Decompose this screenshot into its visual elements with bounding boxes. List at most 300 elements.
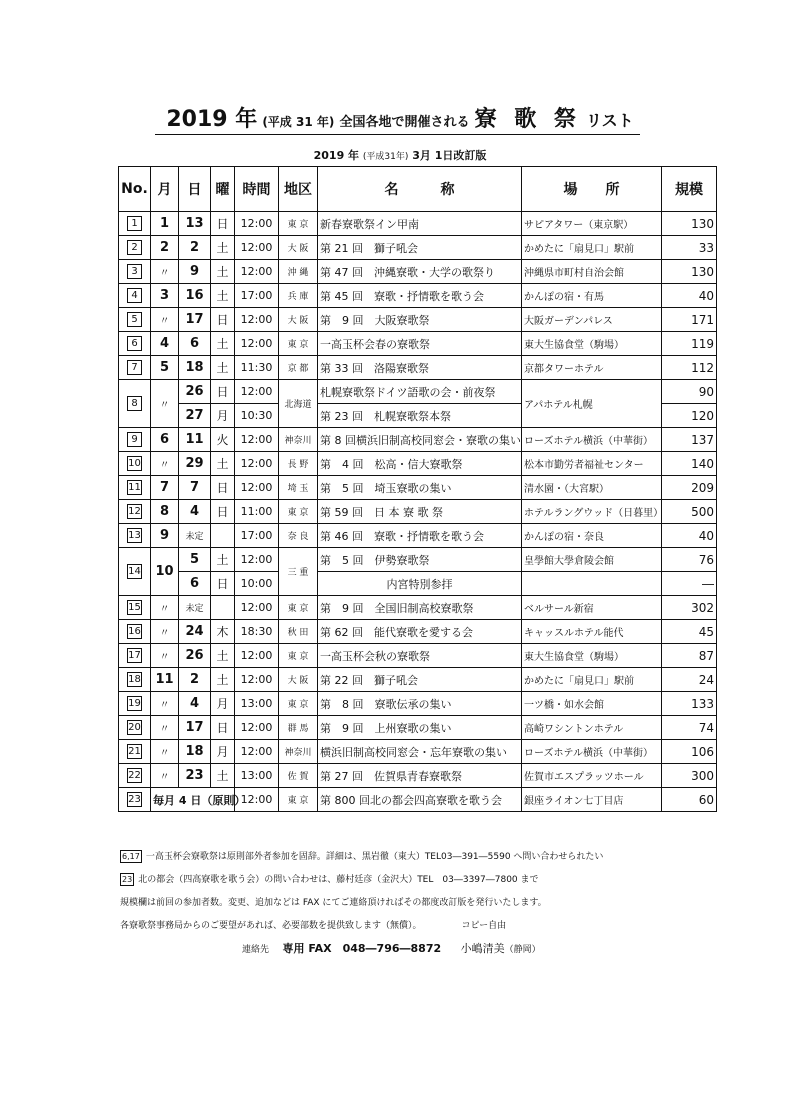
cell-no xyxy=(119,380,151,428)
row-number: 10 xyxy=(128,458,141,469)
cell-month: 11 xyxy=(151,668,179,692)
cell-name: 第 45 回 寮歌・抒情歌を歌う会 xyxy=(318,284,522,308)
cell-venue: 東大生協食堂（駒場） xyxy=(522,644,662,668)
cell-no xyxy=(119,284,151,308)
cell-no xyxy=(119,212,151,236)
note-1-text: 一高玉杯会寮歌祭は原則部外者参加を固辞。詳細は、黒岩徹（東大）TEL03―391―5590 へ問い合わせられたい xyxy=(145,852,604,862)
cell-day: 17 xyxy=(179,716,211,740)
cell-month: 〃 xyxy=(151,260,179,284)
row-number: 12 xyxy=(128,506,141,517)
header-venue: 場 所 xyxy=(522,167,662,212)
table-row xyxy=(119,284,717,308)
contact-label: 連絡先 xyxy=(242,945,270,955)
cell-no xyxy=(119,740,151,764)
table-row xyxy=(119,428,717,452)
row-number: 1 xyxy=(127,216,142,231)
cell-scale: 137 xyxy=(662,428,717,452)
table-row xyxy=(119,644,717,668)
cell-name: 第 5 回 伊勢寮歌祭 xyxy=(318,548,522,572)
cell-area: 東 京 xyxy=(279,788,318,812)
cell-scale: ― xyxy=(662,572,717,596)
cell-time: 12:00 xyxy=(235,260,279,284)
row-number: 8 xyxy=(127,396,142,411)
cell-time: 12:00 xyxy=(235,212,279,236)
cell-month: 4 xyxy=(151,332,179,356)
cell-scale: 130 xyxy=(662,212,717,236)
cell-time: 12:00 xyxy=(235,428,279,452)
cell-area: 三 重 xyxy=(279,548,318,596)
cell-no xyxy=(119,500,151,524)
cell-name: 第 23 回 札幌寮歌祭本祭 xyxy=(318,404,522,428)
cell-area: 北海道 xyxy=(279,380,318,428)
cell-name: 第 62 回 能代寮歌を愛する会 xyxy=(318,620,522,644)
table-row xyxy=(119,596,717,620)
cell-scale: 120 xyxy=(662,404,717,428)
row-number: 9 xyxy=(127,432,142,447)
cell-month: 〃 xyxy=(151,644,179,668)
row-number: 14 xyxy=(128,566,141,577)
cell-area: 大 阪 xyxy=(279,236,318,260)
cell-name: 内宮特別参拝 xyxy=(318,572,522,596)
cell-area: 大 阪 xyxy=(279,668,318,692)
copy-free: コピー自由 xyxy=(461,921,507,931)
table-row xyxy=(119,620,717,644)
cell-area: 沖 縄 xyxy=(279,260,318,284)
cell-day: 17 xyxy=(179,308,211,332)
cell-no xyxy=(119,236,151,260)
note-1-tag: 6,17 xyxy=(122,852,140,861)
cell-area: 東 京 xyxy=(279,212,318,236)
cell-day: 5 xyxy=(179,548,211,572)
cell-month: 〃 xyxy=(151,620,179,644)
cell-dow: 日 xyxy=(211,572,235,596)
cell-scale: 60 xyxy=(662,788,717,812)
cell-scale: 106 xyxy=(662,740,717,764)
cell-dow: 土 xyxy=(211,236,235,260)
cell-area: 東 京 xyxy=(279,332,318,356)
cell-time: 12:00 xyxy=(235,596,279,620)
cell-time: 13:00 xyxy=(235,764,279,788)
cell-day: 18 xyxy=(179,740,211,764)
notes xyxy=(120,846,603,938)
cell-time: 10:30 xyxy=(235,404,279,428)
cell-no xyxy=(119,308,151,332)
cell-area: 神奈川 xyxy=(279,740,318,764)
cell-time: 11:30 xyxy=(235,356,279,380)
cell-day: 2 xyxy=(179,236,211,260)
note-3: 規模欄は前回の参加者数。変更、追加などは FAX にてご連絡頂ければその都度改訂版を発行いたします。 xyxy=(120,898,547,908)
cell-time: 17:00 xyxy=(235,284,279,308)
cell-time: 13:00 xyxy=(235,692,279,716)
header-name: 名 称 xyxy=(318,167,522,212)
cell-area: 秋 田 xyxy=(279,620,318,644)
cell-name: 第 9 回 上州寮歌の集い xyxy=(318,716,522,740)
cell-dow: 月 xyxy=(211,692,235,716)
table-row xyxy=(119,356,717,380)
cell-area: 長 野 xyxy=(279,452,318,476)
table-row xyxy=(119,788,717,812)
cell-venue: 銀座ライオン七丁目店 xyxy=(522,788,662,812)
cell-name: 札幌寮歌祭ドイツ語歌の会・前夜祭 xyxy=(318,380,522,404)
cell-day: 29 xyxy=(179,452,211,476)
cell-month: 〃 xyxy=(151,380,179,428)
cell-dow: 土 xyxy=(211,332,235,356)
cell-name: 第 9 回 全国旧制高校寮歌祭 xyxy=(318,596,522,620)
cell-month: 〃 xyxy=(151,764,179,788)
cell-venue: 清水園・（大宮駅） xyxy=(522,476,662,500)
cell-scale: 24 xyxy=(662,668,717,692)
event-table xyxy=(118,166,717,812)
cell-dow: 火 xyxy=(211,428,235,452)
cell-no xyxy=(119,428,151,452)
table-row xyxy=(119,236,717,260)
cell-name: 横浜旧制高校同窓会・忘年寮歌の集い xyxy=(318,740,522,764)
cell-name: 第 8 回横浜旧制高校同窓会・寮歌の集い xyxy=(318,428,522,452)
cell-no xyxy=(119,692,151,716)
cell-time: 12:00 xyxy=(235,308,279,332)
table-row xyxy=(119,716,717,740)
cell-time: 11:00 xyxy=(235,500,279,524)
cell-area: 東 京 xyxy=(279,692,318,716)
cell-monthday: 毎月 4 日（原則） xyxy=(151,788,235,812)
table-row xyxy=(119,668,717,692)
title-era: (平成 31 年) xyxy=(262,115,335,129)
cell-day: 6 xyxy=(179,332,211,356)
cell-time: 12:00 xyxy=(235,548,279,572)
cell-day: 6 xyxy=(179,572,211,596)
cell-time: 12:00 xyxy=(235,644,279,668)
cell-scale: 209 xyxy=(662,476,717,500)
row-number: 15 xyxy=(128,602,141,613)
cell-no xyxy=(119,476,151,500)
cell-scale: 130 xyxy=(662,260,717,284)
cell-month: 10 xyxy=(151,548,179,596)
cell-month: 8 xyxy=(151,500,179,524)
note-1 xyxy=(120,846,603,869)
cell-time: 12:00 xyxy=(235,788,279,812)
cell-day: 26 xyxy=(179,644,211,668)
cell-time: 12:00 xyxy=(235,716,279,740)
row-number: 5 xyxy=(127,312,142,327)
cell-name: 第 33 回 洛陽寮歌祭 xyxy=(318,356,522,380)
cell-venue: ローズホテル横浜（中華街） xyxy=(522,428,662,452)
cell-name: 第 27 回 佐賀県青春寮歌祭 xyxy=(318,764,522,788)
cell-venue: 沖縄県市町村自治会館 xyxy=(522,260,662,284)
cell-month: 5 xyxy=(151,356,179,380)
cell-dow: 月 xyxy=(211,404,235,428)
cell-dow: 土 xyxy=(211,548,235,572)
cell-area: 佐 賀 xyxy=(279,764,318,788)
cell-area: 東 京 xyxy=(279,596,318,620)
cell-venue: 松本市勤労者福祉センター xyxy=(522,452,662,476)
cell-area: 群 馬 xyxy=(279,716,318,740)
cell-month: 9 xyxy=(151,524,179,548)
cell-name: 第 22 回 獅子吼会 xyxy=(318,668,522,692)
row-number: 6 xyxy=(127,336,142,351)
table-header xyxy=(119,167,717,212)
cell-area: 兵 庫 xyxy=(279,284,318,308)
cell-venue: アパホテル札幌 xyxy=(522,380,662,428)
header-dow: 曜 xyxy=(211,167,235,212)
row-number: 23 xyxy=(128,794,141,805)
row-number: 18 xyxy=(128,674,141,685)
cell-day: 7 xyxy=(179,476,211,500)
row-number: 3 xyxy=(127,264,142,279)
table-row xyxy=(119,476,717,500)
cell-scale: 500 xyxy=(662,500,717,524)
cell-time: 17:00 xyxy=(235,524,279,548)
cell-scale: 302 xyxy=(662,596,717,620)
cell-scale: 40 xyxy=(662,524,717,548)
table-row xyxy=(119,380,717,404)
cell-day: 9 xyxy=(179,260,211,284)
cell-dow: 土 xyxy=(211,764,235,788)
cell-month: 〃 xyxy=(151,740,179,764)
cell-time: 12:00 xyxy=(235,380,279,404)
cell-name: 第 9 回 大阪寮歌祭 xyxy=(318,308,522,332)
contact-pref: （静岡） xyxy=(504,945,541,955)
cell-no xyxy=(119,260,151,284)
header-area: 地区 xyxy=(279,167,318,212)
cell-no xyxy=(119,332,151,356)
revision-era: (平成31年) xyxy=(362,152,409,162)
cell-day: 4 xyxy=(179,500,211,524)
cell-name: 一高玉杯会春の寮歌祭 xyxy=(318,332,522,356)
cell-scale: 171 xyxy=(662,308,717,332)
cell-month: 〃 xyxy=(151,596,179,620)
cell-name: 第 5 回 埼玉寮歌の集い xyxy=(318,476,522,500)
header-month: 月 xyxy=(151,167,179,212)
cell-month: 1 xyxy=(151,212,179,236)
cell-scale: 40 xyxy=(662,284,717,308)
row-number: 11 xyxy=(128,482,141,493)
cell-name: 第 59 回 日 本 寮 歌 祭 xyxy=(318,500,522,524)
cell-name: 新春寮歌祭イン甲南 xyxy=(318,212,522,236)
cell-dow: 木 xyxy=(211,620,235,644)
cell-venue: 東大生協食堂（駒場） xyxy=(522,332,662,356)
cell-scale: 140 xyxy=(662,452,717,476)
cell-scale: 33 xyxy=(662,236,717,260)
cell-venue: かめたに「扇見口」駅前 xyxy=(522,236,662,260)
cell-dow: 土 xyxy=(211,668,235,692)
cell-scale: 300 xyxy=(662,764,717,788)
cell-area: 東 京 xyxy=(279,500,318,524)
cell-name: 第 4 回 松高・信大寮歌祭 xyxy=(318,452,522,476)
row-number: 16 xyxy=(128,626,141,637)
cell-dow: 日 xyxy=(211,500,235,524)
cell-name: 第 46 回 寮歌・抒情歌を歌う会 xyxy=(318,524,522,548)
cell-dow: 月 xyxy=(211,740,235,764)
revision-year: 2019 年 xyxy=(313,149,360,162)
cell-no xyxy=(119,524,151,548)
cell-day: 4 xyxy=(179,692,211,716)
header-scale: 規模 xyxy=(662,167,717,212)
table-row xyxy=(119,764,717,788)
cell-day: 26 xyxy=(179,380,211,404)
cell-scale: 45 xyxy=(662,620,717,644)
cell-venue: 一ツ橋・如水会館 xyxy=(522,692,662,716)
revision-line xyxy=(0,147,800,163)
cell-scale: 87 xyxy=(662,644,717,668)
cell-month: 6 xyxy=(151,428,179,452)
cell-name: 一高玉杯会秋の寮歌祭 xyxy=(318,644,522,668)
cell-day: 11 xyxy=(179,428,211,452)
title-suffix: リスト xyxy=(585,111,634,130)
cell-dow: 土 xyxy=(211,452,235,476)
cell-no xyxy=(119,764,151,788)
contact-fax: 専用 FAX 048―796―8872 xyxy=(282,942,442,955)
cell-name: 第 21 回 獅子吼会 xyxy=(318,236,522,260)
note-4 xyxy=(120,915,603,938)
cell-scale: 74 xyxy=(662,716,717,740)
row-number: 17 xyxy=(128,650,141,661)
cell-name: 第 800 回北の都会四高寮歌を歌う会 xyxy=(318,788,522,812)
header-no: No. xyxy=(119,167,151,212)
contact-line xyxy=(242,940,541,956)
cell-venue: ホテルラングウッド（日暮里） xyxy=(522,500,662,524)
cell-dow: 土 xyxy=(211,356,235,380)
cell-venue: 佐賀市エスプラッツホール xyxy=(522,764,662,788)
cell-venue: 大阪ガーデンパレス xyxy=(522,308,662,332)
cell-no xyxy=(119,452,151,476)
cell-time: 10:00 xyxy=(235,572,279,596)
cell-area: 東 京 xyxy=(279,644,318,668)
cell-no xyxy=(119,716,151,740)
cell-day: 18 xyxy=(179,356,211,380)
cell-time: 12:00 xyxy=(235,668,279,692)
cell-month: 〃 xyxy=(151,452,179,476)
cell-venue: かんぽの宿・奈良 xyxy=(522,524,662,548)
note-2 xyxy=(120,869,603,892)
table-row xyxy=(119,212,717,236)
cell-month: 〃 xyxy=(151,716,179,740)
row-number: 7 xyxy=(127,360,142,375)
cell-name: 第 8 回 寮歌伝承の集い xyxy=(318,692,522,716)
cell-venue: 皇學館大學倉陵会館 xyxy=(522,548,662,572)
cell-dow xyxy=(211,596,235,620)
title-year: 2019 年 xyxy=(166,107,258,132)
note-4-text: 各寮歌祭事務局からのご要望があれば、必要部数を提供致します（無償）。 xyxy=(120,921,422,931)
cell-dow: 日 xyxy=(211,380,235,404)
table-row xyxy=(119,524,717,548)
cell-scale: 112 xyxy=(662,356,717,380)
header-day: 日 xyxy=(179,167,211,212)
row-number: 2 xyxy=(127,240,142,255)
cell-no xyxy=(119,668,151,692)
table-row xyxy=(119,308,717,332)
cell-venue: サピアタワー（東京駅） xyxy=(522,212,662,236)
cell-venue: ローズホテル横浜（中華街） xyxy=(522,740,662,764)
cell-day: 23 xyxy=(179,764,211,788)
cell-day: 13 xyxy=(179,212,211,236)
cell-scale: 76 xyxy=(662,548,717,572)
cell-no xyxy=(119,596,151,620)
title-mid: 全国各地で開催される xyxy=(339,115,470,130)
table-row xyxy=(119,572,717,596)
page-title xyxy=(0,102,800,133)
table-row xyxy=(119,548,717,572)
table-row xyxy=(119,452,717,476)
cell-venue: 高崎ワシントンホテル xyxy=(522,716,662,740)
table-row xyxy=(119,740,717,764)
cell-time: 12:00 xyxy=(235,332,279,356)
cell-dow: 日 xyxy=(211,476,235,500)
cell-day: 未定 xyxy=(179,524,211,548)
note-2-text: 北の都会（四高寮歌を歌う会）の問い合わせは、藤村廷彦（金沢大）TEL 03―3397―7800 まで xyxy=(138,875,539,885)
cell-month: 〃 xyxy=(151,692,179,716)
cell-area: 奈 良 xyxy=(279,524,318,548)
contact-name: 小嶋清美 xyxy=(460,942,505,955)
cell-time: 12:00 xyxy=(235,476,279,500)
cell-venue: かめたに「扇見口」駅前 xyxy=(522,668,662,692)
row-number: 19 xyxy=(128,698,141,709)
cell-venue: ベルサール新宿 xyxy=(522,596,662,620)
row-number: 20 xyxy=(128,722,141,733)
cell-area: 大 阪 xyxy=(279,308,318,332)
cell-scale: 90 xyxy=(662,380,717,404)
cell-dow: 日 xyxy=(211,308,235,332)
cell-time: 12:00 xyxy=(235,452,279,476)
cell-time: 12:00 xyxy=(235,236,279,260)
cell-month: 〃 xyxy=(151,308,179,332)
revision-date: 3月 1日改訂版 xyxy=(412,149,487,162)
table-row xyxy=(119,332,717,356)
row-number: 13 xyxy=(128,530,141,541)
cell-no xyxy=(119,356,151,380)
cell-day: 24 xyxy=(179,620,211,644)
cell-venue: 京都タワーホテル xyxy=(522,356,662,380)
cell-dow xyxy=(211,524,235,548)
cell-day: 未定 xyxy=(179,596,211,620)
cell-day: 2 xyxy=(179,668,211,692)
cell-time: 18:30 xyxy=(235,620,279,644)
cell-dow: 日 xyxy=(211,212,235,236)
cell-dow: 土 xyxy=(211,284,235,308)
cell-venue: キャッスルホテル能代 xyxy=(522,620,662,644)
cell-day: 16 xyxy=(179,284,211,308)
cell-dow: 土 xyxy=(211,260,235,284)
header-time: 時間 xyxy=(235,167,279,212)
table-row xyxy=(119,260,717,284)
cell-no xyxy=(119,620,151,644)
cell-time: 12:00 xyxy=(235,740,279,764)
cell-dow: 土 xyxy=(211,644,235,668)
cell-no xyxy=(119,644,151,668)
cell-month: 3 xyxy=(151,284,179,308)
title-underline xyxy=(155,134,640,135)
cell-month: 7 xyxy=(151,476,179,500)
cell-scale: 133 xyxy=(662,692,717,716)
cell-no xyxy=(119,788,151,812)
cell-day: 27 xyxy=(179,404,211,428)
cell-scale: 119 xyxy=(662,332,717,356)
cell-month: 2 xyxy=(151,236,179,260)
row-number: 21 xyxy=(128,746,141,757)
cell-no xyxy=(119,548,151,596)
title-main: 寮 歌 祭 xyxy=(474,107,581,132)
row-number: 4 xyxy=(127,288,142,303)
cell-dow: 日 xyxy=(211,716,235,740)
cell-area: 京 都 xyxy=(279,356,318,380)
cell-area: 埼 玉 xyxy=(279,476,318,500)
cell-venue xyxy=(522,572,662,596)
cell-venue: かんぽの宿・有馬 xyxy=(522,284,662,308)
row-number: 22 xyxy=(128,770,141,781)
table-row xyxy=(119,500,717,524)
table-row xyxy=(119,692,717,716)
note-2-tag: 23 xyxy=(122,875,133,884)
cell-name: 第 47 回 沖縄寮歌・大学の歌祭り xyxy=(318,260,522,284)
